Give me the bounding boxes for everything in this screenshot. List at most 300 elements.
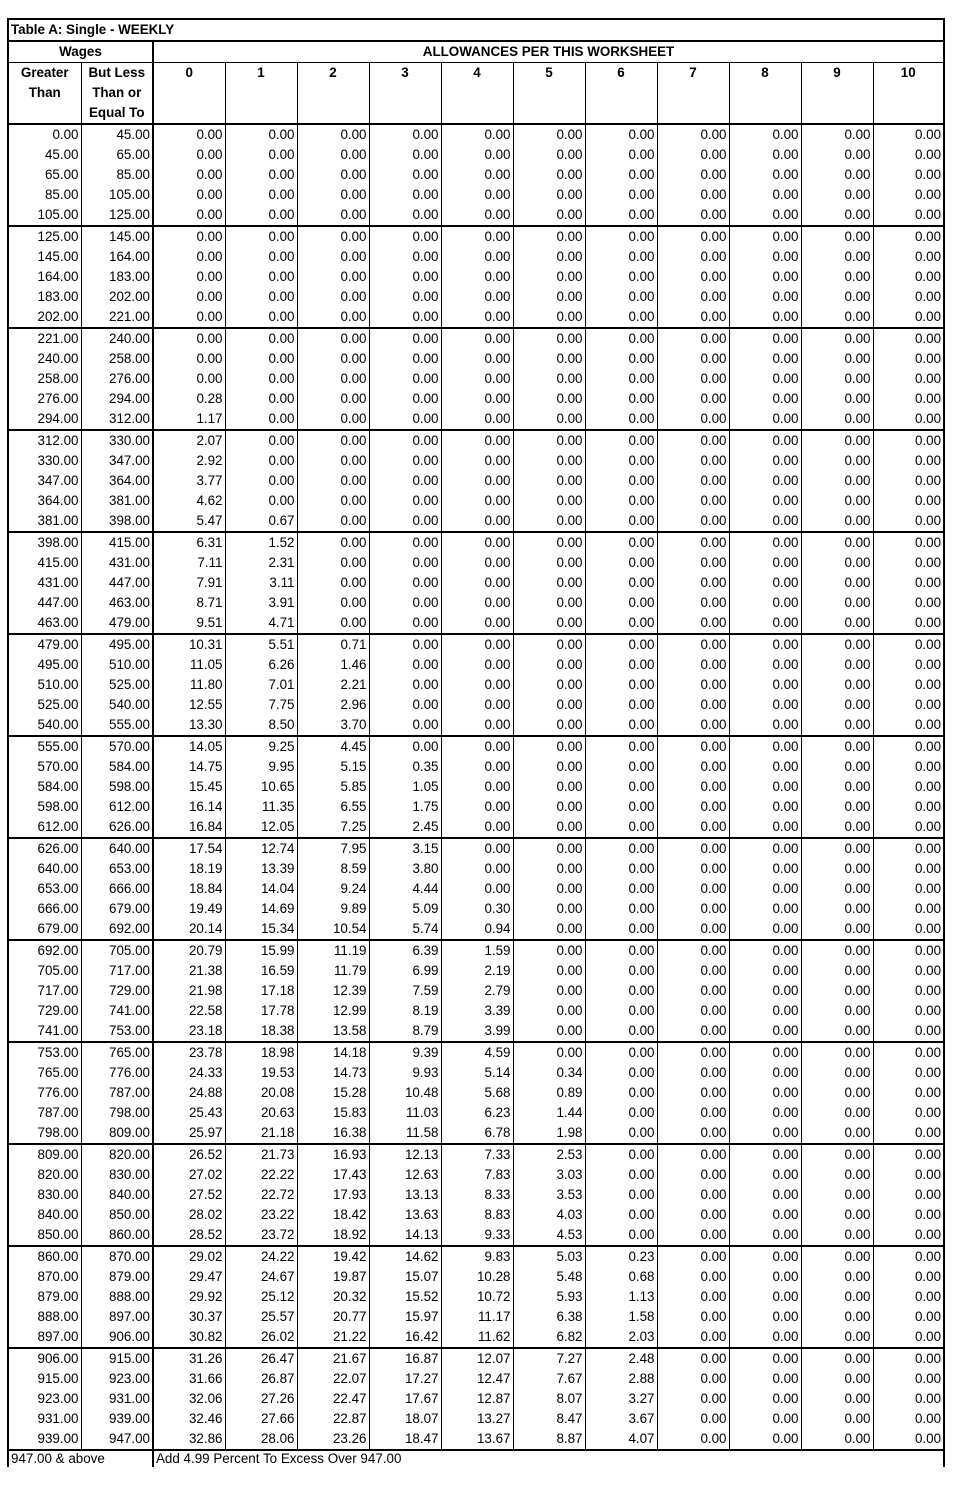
wage-greater-than-cell: 202.00 (9, 307, 81, 328)
withholding-amount-cell: 0.00 (801, 491, 873, 511)
withholding-amount-cell: 0.00 (729, 349, 801, 369)
withholding-amount-cell: 0.00 (657, 430, 729, 451)
wage-but-less-cell: 705.00 (81, 940, 153, 961)
withholding-amount-cell: 17.67 (369, 1389, 441, 1409)
withholding-amount-cell: 11.35 (225, 797, 297, 817)
withholding-amount-cell: 0.00 (801, 205, 873, 226)
withholding-amount-cell: 0.00 (729, 1083, 801, 1103)
wage-but-less-cell: 870.00 (81, 1246, 153, 1267)
withholding-amount-cell: 1.44 (513, 1103, 585, 1123)
withholding-amount-cell: 0.00 (914, 229, 942, 244)
withholding-amount-cell: 0.00 (873, 1327, 943, 1348)
withholding-amount-cell: 0.00 (153, 145, 225, 165)
withholding-amount-cell: 0.00 (585, 757, 657, 777)
withholding-amount-cell: 0.00 (369, 369, 441, 389)
withholding-amount-cell: 0.00 (441, 287, 513, 307)
withholding-amount-cell: 1.46 (297, 655, 369, 675)
withholding-amount-cell: 0.00 (914, 1371, 942, 1386)
footer-wage-label: 947.00 & above (9, 1450, 153, 1467)
withholding-amount-cell: 0.00 (513, 226, 585, 247)
withholding-amount-cell: 0.00 (513, 613, 585, 634)
withholding-amount-cell: 0.00 (657, 1185, 729, 1205)
withholding-amount-cell: 0.00 (297, 553, 369, 573)
withholding-amount-cell: 0.00 (657, 1205, 729, 1225)
withholding-amount-cell: 0.00 (873, 511, 943, 532)
withholding-amount-cell: 7.11 (153, 553, 225, 573)
withholding-amount-cell: 9.51 (153, 613, 225, 634)
withholding-amount-cell: 0.00 (153, 124, 225, 145)
withholding-amount-cell: 12.05 (225, 817, 297, 838)
withholding-amount-cell: 0.00 (369, 471, 441, 491)
withholding-amount-cell: 0.00 (657, 655, 729, 675)
withholding-amount-cell: 0.00 (585, 369, 657, 389)
wage-but-less-cell: 897.00 (81, 1307, 153, 1327)
withholding-amount-cell: 0.00 (729, 1165, 801, 1185)
withholding-amount-cell: 0.00 (657, 1001, 729, 1021)
table-row (9, 1246, 943, 1267)
withholding-amount-cell: 0.00 (297, 451, 369, 471)
withholding-amount-cell: 0.00 (801, 1287, 873, 1307)
withholding-amount-cell: 4.07 (585, 1429, 657, 1450)
withholding-amount-cell: 0.00 (369, 247, 441, 267)
withholding-amount-cell: 0.00 (369, 226, 441, 247)
withholding-amount-cell: 4.03 (513, 1205, 585, 1225)
table-row (9, 1165, 943, 1185)
wage-greater-than-cell: 906.00 (9, 1348, 81, 1369)
wage-but-less-cell: 830.00 (81, 1165, 153, 1185)
withholding-amount-cell: 0.00 (225, 205, 297, 226)
wage-greater-than-cell: 798.00 (9, 1123, 81, 1144)
withholding-amount-cell: 0.00 (513, 328, 585, 349)
withholding-amount-cell: 20.14 (153, 919, 225, 940)
withholding-amount-cell: 0.00 (369, 185, 441, 205)
withholding-table-sheet (7, 18, 945, 1467)
withholding-amount-cell: 0.00 (657, 1021, 729, 1042)
withholding-amount-cell: 0.00 (801, 349, 873, 369)
withholding-amount-cell: 0.94 (441, 919, 513, 940)
withholding-amount-cell: 6.38 (513, 1307, 585, 1327)
withholding-amount-cell: 0.00 (585, 491, 657, 511)
withholding-amount-cell: 0.00 (657, 899, 729, 919)
withholding-amount-cell: 26.87 (225, 1369, 297, 1389)
withholding-amount-cell: 0.00 (914, 1207, 942, 1222)
withholding-amount-cell: 0.00 (914, 289, 942, 304)
withholding-amount-cell: 0.00 (729, 981, 801, 1001)
withholding-amount-cell: 0.00 (369, 145, 441, 165)
withholding-amount-cell: 0.00 (801, 1063, 873, 1083)
withholding-amount-cell: 5.85 (297, 777, 369, 797)
withholding-amount-cell: 0.00 (657, 573, 729, 593)
withholding-amount-cell: 0.00 (657, 593, 729, 613)
withholding-amount-cell: 0.00 (441, 389, 513, 409)
withholding-amount-cell: 0.00 (801, 838, 873, 859)
withholding-amount-cell: 0.00 (513, 940, 585, 961)
withholding-amount-cell: 23.26 (297, 1429, 369, 1450)
wage-but-less-cell: 753.00 (81, 1021, 153, 1042)
withholding-amount-cell: 0.00 (585, 247, 657, 267)
withholding-amount-cell: 0.00 (729, 1205, 801, 1225)
withholding-amount-cell: 19.49 (153, 899, 225, 919)
table-row (9, 205, 943, 226)
wage-greater-than-cell: 510.00 (9, 675, 81, 695)
withholding-amount-cell: 0.00 (657, 307, 729, 328)
withholding-amount-cell: 9.95 (225, 757, 297, 777)
withholding-amount-cell: 0.00 (441, 511, 513, 532)
withholding-amount-cell: 0.00 (513, 471, 585, 491)
withholding-amount-cell: 0.00 (801, 369, 873, 389)
withholding-amount-cell: 22.47 (297, 1389, 369, 1409)
wage-greater-than-cell: 415.00 (9, 553, 81, 573)
withholding-amount-cell: 0.00 (729, 369, 801, 389)
withholding-amount-cell: 13.13 (369, 1185, 441, 1205)
withholding-amount-cell: 0.00 (729, 185, 801, 205)
table-row (9, 797, 943, 817)
withholding-amount-cell: 0.00 (225, 247, 297, 267)
withholding-amount-cell: 11.79 (297, 961, 369, 981)
withholding-amount-cell: 0.00 (585, 838, 657, 859)
withholding-amount-cell: 9.93 (369, 1063, 441, 1083)
wage-greater-than-cell: 776.00 (9, 1083, 81, 1103)
withholding-amount-cell: 0.00 (657, 1123, 729, 1144)
withholding-amount-cell: 0.00 (513, 267, 585, 287)
withholding-amount-cell: 0.00 (801, 389, 873, 409)
withholding-amount-cell: 0.00 (914, 1085, 942, 1100)
withholding-amount-cell: 31.26 (153, 1348, 225, 1369)
withholding-amount-cell: 0.00 (441, 369, 513, 389)
withholding-amount-cell: 0.00 (801, 1409, 873, 1429)
withholding-amount-cell: 0.00 (801, 1083, 873, 1103)
withholding-amount-cell: 0.00 (657, 695, 729, 715)
withholding-amount-cell: 0.00 (369, 124, 441, 145)
withholding-amount-cell: 0.00 (914, 493, 942, 508)
withholding-amount-cell: 0.00 (513, 409, 585, 430)
withholding-amount-cell: 10.65 (225, 777, 297, 797)
withholding-amount-cell: 0.00 (153, 226, 225, 247)
withholding-amount-cell: 0.00 (801, 1165, 873, 1185)
withholding-amount-cell: 18.92 (297, 1225, 369, 1246)
wage-greater-than-cell: 398.00 (9, 532, 81, 553)
withholding-amount-cell: 0.00 (225, 471, 297, 491)
table-row (9, 736, 943, 757)
withholding-amount-cell: 0.00 (441, 349, 513, 369)
wage-greater-than-cell: 939.00 (9, 1429, 81, 1450)
withholding-amount-cell: 0.00 (513, 1001, 585, 1021)
withholding-amount-cell: 0.00 (801, 328, 873, 349)
withholding-amount-cell: 7.75 (225, 695, 297, 715)
withholding-amount-cell: 3.11 (225, 573, 297, 593)
withholding-amount-cell: 0.00 (513, 573, 585, 593)
withholding-amount-cell: 0.00 (585, 879, 657, 899)
withholding-amount-cell: 10.54 (297, 919, 369, 940)
table-row (9, 1287, 943, 1307)
withholding-amount-cell: 0.00 (729, 919, 801, 940)
withholding-amount-cell: 0.00 (585, 1103, 657, 1123)
withholding-amount-cell: 0.00 (585, 1165, 657, 1185)
withholding-amount-cell: 0.00 (225, 430, 297, 451)
withholding-amount-cell: 29.92 (153, 1287, 225, 1307)
withholding-amount-cell: 22.07 (297, 1369, 369, 1389)
withholding-amount-cell: 0.00 (225, 267, 297, 287)
withholding-amount-cell: 0.00 (369, 532, 441, 553)
withholding-amount-cell: 0.00 (657, 817, 729, 838)
withholding-amount-cell: 0.00 (657, 1307, 729, 1327)
withholding-amount-cell: 0.00 (657, 1063, 729, 1083)
withholding-amount-cell: 0.00 (801, 695, 873, 715)
allowance-column-header: 0 (153, 63, 225, 84)
withholding-amount-cell: 0.00 (513, 899, 585, 919)
withholding-amount-cell: 0.00 (657, 961, 729, 981)
withholding-amount-cell: 0.00 (801, 430, 873, 451)
withholding-amount-cell: 5.09 (369, 899, 441, 919)
withholding-amount-cell: 0.00 (441, 675, 513, 695)
withholding-amount-cell: 0.00 (441, 593, 513, 613)
withholding-amount-cell: 9.24 (297, 879, 369, 899)
withholding-amount-cell: 5.68 (441, 1083, 513, 1103)
withholding-amount-cell: 0.00 (801, 899, 873, 919)
withholding-amount-cell: 0.00 (297, 471, 369, 491)
wage-but-less-cell: 584.00 (81, 757, 153, 777)
withholding-amount-cell: 0.00 (801, 1185, 873, 1205)
withholding-amount-cell: 23.78 (153, 1042, 225, 1063)
withholding-amount-cell: 0.00 (801, 1042, 873, 1063)
withholding-amount-cell: 7.67 (513, 1369, 585, 1389)
table-row (9, 1021, 943, 1042)
wage-greater-than-cell: 870.00 (9, 1267, 81, 1287)
table-row (9, 859, 943, 879)
withholding-amount-cell: 0.00 (801, 511, 873, 532)
wage-but-less-cell: 931.00 (81, 1389, 153, 1409)
withholding-amount-cell: 0.00 (657, 1165, 729, 1185)
withholding-amount-cell: 0.00 (729, 1246, 801, 1267)
withholding-amount-cell: 0.00 (801, 1348, 873, 1369)
withholding-amount-cell: 0.00 (729, 613, 801, 634)
table-row (9, 655, 943, 675)
withholding-amount-cell: 0.00 (225, 328, 297, 349)
withholding-amount-cell: 4.44 (369, 879, 441, 899)
withholding-amount-cell: 0.00 (914, 779, 942, 794)
withholding-amount-cell: 0.00 (585, 675, 657, 695)
allowance-column-header: 8 (729, 63, 801, 84)
withholding-amount-cell: 0.00 (729, 165, 801, 185)
withholding-amount-cell: 5.14 (441, 1063, 513, 1083)
withholding-amount-cell: 17.54 (153, 838, 225, 859)
withholding-amount-cell: 30.37 (153, 1307, 225, 1327)
withholding-amount-cell: 0.00 (729, 1389, 801, 1409)
withholding-amount-cell: 0.00 (585, 777, 657, 797)
withholding-amount-cell: 1.75 (369, 797, 441, 817)
withholding-amount-cell: 0.00 (441, 185, 513, 205)
withholding-amount-cell: 0.00 (801, 409, 873, 430)
withholding-amount-cell: 0.00 (801, 247, 873, 267)
withholding-amount-cell: 0.00 (369, 451, 441, 471)
withholding-amount-cell: 27.66 (225, 1409, 297, 1429)
withholding-amount-cell: 0.00 (729, 961, 801, 981)
withholding-amount-cell: 0.00 (153, 328, 225, 349)
withholding-amount-cell: 0.00 (914, 1351, 942, 1366)
table-row (9, 287, 943, 307)
withholding-amount-cell: 0.00 (729, 1021, 801, 1042)
withholding-amount-cell: 0.00 (801, 797, 873, 817)
withholding-amount-cell: 26.47 (225, 1348, 297, 1369)
withholding-amount-cell: 2.88 (585, 1369, 657, 1389)
withholding-amount-cell: 0.00 (729, 817, 801, 838)
withholding-amount-cell: 0.00 (729, 757, 801, 777)
withholding-amount-cell: 0.00 (914, 881, 942, 896)
withholding-amount-cell: 0.00 (585, 1123, 657, 1144)
table-row (9, 451, 943, 471)
wage-but-less-cell: 85.00 (81, 165, 153, 185)
withholding-amount-cell: 0.00 (729, 1225, 801, 1246)
wage-but-less-cell: 570.00 (81, 736, 153, 757)
wage-but-less-cell: 240.00 (81, 328, 153, 349)
wage-but-less-cell: 555.00 (81, 715, 153, 736)
wage-but-less-cell: 495.00 (81, 634, 153, 655)
withholding-amount-cell: 0.00 (513, 981, 585, 1001)
withholding-amount-cell: 0.00 (585, 430, 657, 451)
withholding-amount-cell: 0.00 (914, 677, 942, 692)
withholding-amount-cell: 0.00 (513, 511, 585, 532)
withholding-amount-cell: 3.15 (369, 838, 441, 859)
wage-greater-than-cell: 145.00 (9, 247, 81, 267)
withholding-amount-cell: 0.00 (369, 328, 441, 349)
withholding-amount-cell: 0.00 (729, 553, 801, 573)
withholding-amount-cell: 0.00 (441, 879, 513, 899)
withholding-amount-cell: 0.00 (729, 940, 801, 961)
withholding-amount-cell: 5.03 (513, 1246, 585, 1267)
withholding-amount-cell: 24.67 (225, 1267, 297, 1287)
table-row (9, 981, 943, 1001)
withholding-amount-cell: 0.00 (513, 919, 585, 940)
withholding-amount-cell: 0.00 (657, 491, 729, 511)
withholding-amount-cell: 0.00 (729, 145, 801, 165)
withholding-amount-cell: 0.00 (585, 1144, 657, 1165)
withholding-amount-cell: 11.03 (369, 1103, 441, 1123)
withholding-amount-cell: 10.28 (441, 1267, 513, 1287)
withholding-amount-cell: 0.00 (657, 981, 729, 1001)
withholding-amount-cell: 0.00 (585, 797, 657, 817)
withholding-amount-cell: 2.92 (153, 451, 225, 471)
withholding-amount-cell: 0.00 (153, 205, 225, 226)
withholding-amount-cell: 0.00 (801, 267, 873, 287)
withholding-amount-cell: 0.00 (729, 124, 801, 145)
withholding-amount-cell: 0.00 (513, 797, 585, 817)
withholding-amount-cell: 0.00 (513, 185, 585, 205)
withholding-amount-cell: 0.00 (657, 247, 729, 267)
withholding-amount-cell: 0.00 (729, 859, 801, 879)
withholding-amount-cell: 0.00 (729, 247, 801, 267)
withholding-amount-cell: 0.00 (729, 287, 801, 307)
withholding-amount-cell: 3.67 (585, 1409, 657, 1429)
withholding-amount-cell: 0.00 (914, 575, 942, 590)
withholding-amount-cell: 0.00 (513, 655, 585, 675)
withholding-amount-cell: 2.07 (153, 430, 225, 451)
withholding-amount-cell: 0.00 (657, 389, 729, 409)
withholding-amount-cell: 0.00 (914, 1411, 942, 1426)
wage-but-less-cell: 906.00 (81, 1327, 153, 1348)
withholding-amount-cell: 21.22 (297, 1327, 369, 1348)
withholding-amount-cell: 0.00 (585, 267, 657, 287)
withholding-amount-cell: 0.00 (369, 307, 441, 328)
footer-note: Add 4.99 Percent To Excess Over 947.00 (156, 1451, 402, 1466)
withholding-amount-cell: 0.00 (585, 613, 657, 634)
withholding-amount-cell: 20.77 (297, 1307, 369, 1327)
wage-greater-than-cell: 0.00 (9, 124, 81, 145)
withholding-amount-cell: 0.00 (153, 287, 225, 307)
withholding-amount-cell: 0.00 (513, 247, 585, 267)
wage-greater-than-cell: 860.00 (9, 1246, 81, 1267)
wage-greater-than-cell: 125.00 (9, 226, 81, 247)
withholding-amount-cell: 0.00 (441, 757, 513, 777)
withholding-amount-cell: 12.07 (441, 1348, 513, 1369)
wage-but-less-cell: 939.00 (81, 1409, 153, 1429)
wage-but-less-cell: 364.00 (81, 471, 153, 491)
wage-but-less-cell: 820.00 (81, 1144, 153, 1165)
withholding-amount-cell: 0.00 (729, 1042, 801, 1063)
withholding-amount-cell: 15.52 (369, 1287, 441, 1307)
withholding-amount-cell: 0.00 (914, 453, 942, 468)
withholding-amount-cell: 7.33 (441, 1144, 513, 1165)
withholding-amount-cell: 0.00 (657, 940, 729, 961)
withholding-amount-cell: 0.00 (729, 1185, 801, 1205)
wage-but-less-cell: 798.00 (81, 1103, 153, 1123)
withholding-amount-cell: 0.00 (657, 1225, 729, 1246)
withholding-amount-cell: 0.00 (369, 389, 441, 409)
table-row (9, 409, 943, 430)
withholding-amount-cell: 0.00 (297, 369, 369, 389)
withholding-amount-cell: 0.00 (153, 267, 225, 287)
table-row (9, 838, 943, 859)
withholding-amount-cell: 8.07 (513, 1389, 585, 1409)
wage-but-less-cell: 381.00 (81, 491, 153, 511)
withholding-amount-cell: 18.47 (369, 1429, 441, 1450)
wage-greater-than-cell: 555.00 (9, 736, 81, 757)
wage-greater-than-cell: 923.00 (9, 1389, 81, 1409)
withholding-amount-cell: 0.00 (914, 1187, 942, 1202)
withholding-amount-cell: 8.79 (369, 1021, 441, 1042)
withholding-amount-cell: 10.48 (369, 1083, 441, 1103)
withholding-amount-cell: 0.00 (801, 1369, 873, 1389)
withholding-amount-cell: 17.43 (297, 1165, 369, 1185)
table-row (9, 226, 943, 247)
withholding-amount-cell: 0.00 (801, 757, 873, 777)
withholding-amount-cell: 0.00 (297, 165, 369, 185)
withholding-amount-cell: 0.00 (801, 226, 873, 247)
wage-greater-than-cell: 729.00 (9, 1001, 81, 1021)
wage-but-less-cell: 765.00 (81, 1042, 153, 1063)
withholding-amount-cell: 0.00 (729, 1287, 801, 1307)
withholding-amount-cell: 12.87 (441, 1389, 513, 1409)
table-row (9, 247, 943, 267)
withholding-amount-cell: 0.00 (729, 777, 801, 797)
withholding-amount-cell: 6.39 (369, 940, 441, 961)
withholding-amount-cell: 0.00 (801, 1205, 873, 1225)
table-row (9, 899, 943, 919)
wage-greater-than-cell: 540.00 (9, 715, 81, 736)
withholding-amount-cell: 0.00 (914, 555, 942, 570)
withholding-amount-cell: 0.00 (441, 715, 513, 736)
withholding-amount-cell: 6.31 (153, 532, 225, 553)
withholding-amount-cell: 0.00 (369, 287, 441, 307)
withholding-amount-cell: 2.31 (225, 553, 297, 573)
wage-greater-than-cell: 626.00 (9, 838, 81, 859)
withholding-amount-cell: 0.00 (513, 165, 585, 185)
wage-but-less-cell: 879.00 (81, 1267, 153, 1287)
table-row (9, 1001, 943, 1021)
wage-but-less-cell: 653.00 (81, 859, 153, 879)
withholding-amount-cell: 0.00 (585, 409, 657, 430)
withholding-amount-cell: 11.80 (153, 675, 225, 695)
withholding-amount-cell: 21.38 (153, 961, 225, 981)
